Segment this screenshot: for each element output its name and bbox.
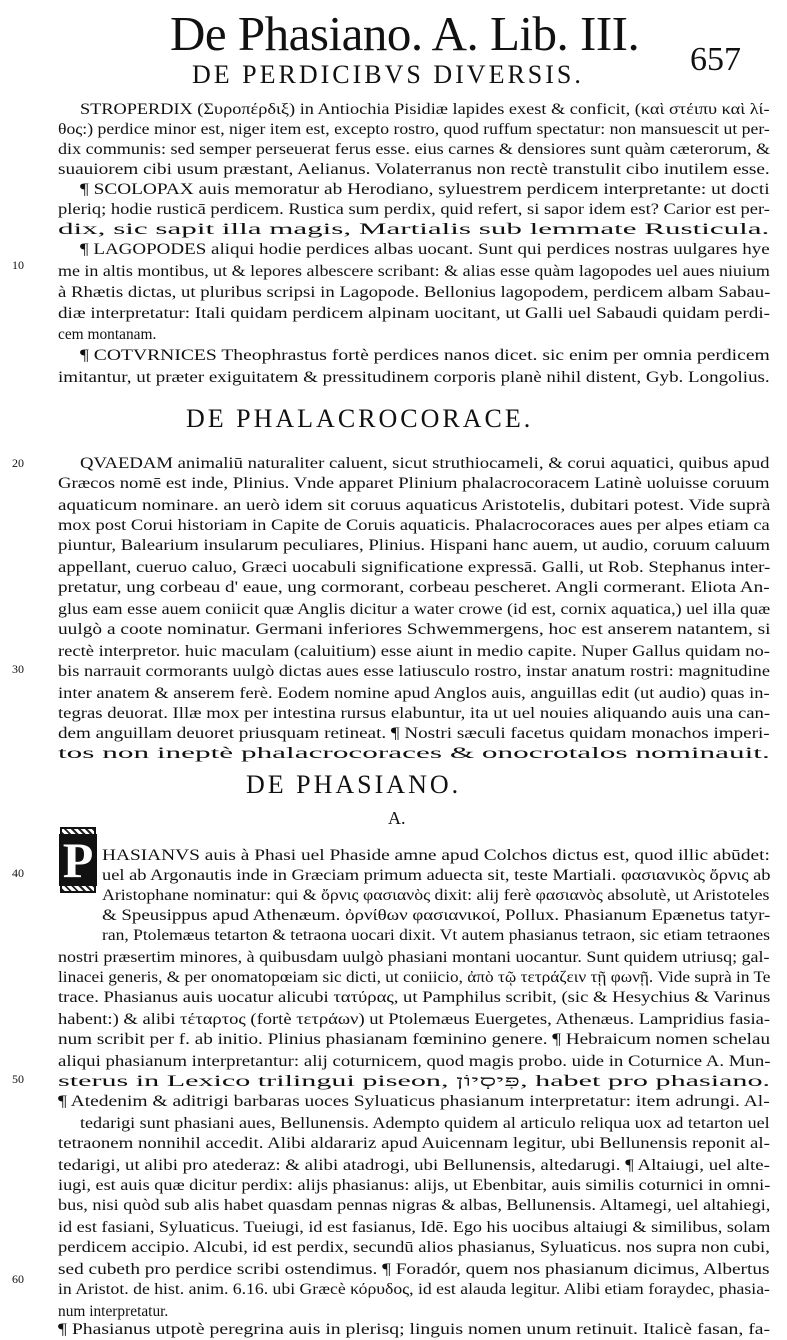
text-line: num interpretatur. xyxy=(58,1303,169,1320)
text-line: mox post Corui historiam in Capite de Coruis aquaticis. Phalacrocoraces aues per alpes etiam ca xyxy=(58,517,770,534)
text-line: Græcos nomē est inde, Plinius. Vnde apparet Plinium phalacrocoracem Latinè uoluisse coruum xyxy=(58,475,770,492)
text-line: ¶ Phasianus utpotè peregrina auis in plerisq; linguis nomen unum retinuit. Italicè fasan, fa- xyxy=(58,1321,771,1338)
drop-cap-letter: P xyxy=(59,834,98,886)
margin-number: 50 xyxy=(12,1072,24,1086)
text-line: tedarigi, ut alibi pro atederaz: & alibi atadrogi, ubi Bellunensis, altedarugi. ¶ Altaiugi, uel alte- xyxy=(58,1157,770,1174)
page-number: 657 xyxy=(690,41,741,78)
text-line: inter anatem & anserem ferè. Eodem nomine apud Anglos auis, anguillas edit (ut audio) quas in- xyxy=(58,685,770,702)
subheading-a: A. xyxy=(388,808,406,828)
text-line: dix communis: sed semper perseuerat ferus esse. eius carnes & densiores sunt quàm cæterorum, & xyxy=(58,141,771,158)
drop-cap-p xyxy=(60,827,96,893)
text-line: in Aristot. de hist. anim. 6.16. ubi Græcè κόρυδος, id est alauda legitur. Alibi etiam foraydec, phasia- xyxy=(58,1281,770,1298)
text-line: tegras deuorat. Illæ mox per intestina rursus elabuntur, ita ut uel nouies aliquando auis una can- xyxy=(58,705,771,722)
text-line: num scribit per f. ab initio. Plinius phasianam fœminino genere. ¶ Hebraicum nomen schelau xyxy=(58,1031,771,1048)
text-line: me in altis montibus, ut & lepores albescere scribant: & alias esse quàm lagopodes uel aues niuium xyxy=(58,263,770,280)
text-line: aquaticum nominare. an uerò idem sit coruus aquaticus Aristotelis, dubitari potest. Vide suprà xyxy=(58,497,771,514)
text-line: diæ interpretatur: Itali quidam perdicem alpinam uocitant, ut Galli uel Sabaudi quidam perdi- xyxy=(58,305,770,322)
text-line: cem montanam. xyxy=(58,326,157,343)
text-line: Aristophane nominatur: qui & ὄρνις φασιανὸς dixit: alij ferè φασιανὸς absolutè, ut Aristoteles xyxy=(102,887,770,904)
text-line: habent:) & alibi τέταρτος (fortè τετράων) ut Ptolemæus Euergetes, Athenæus. Lampridius fasia- xyxy=(58,1011,771,1028)
text-line: STROPERDIX (Συροπέρδιξ) in Antiochia Pisidiæ lapides exest & conficit, (καὶ στέιπυ καὶ λί- xyxy=(80,101,770,118)
heading-perdices: DE PERDICIBVS DIVERSIS. xyxy=(192,60,584,89)
text-line: uel ab Argonautis inde in Græciam primum aduecta sit, teste Martiali. φασιανικὸς ὄρνις ab xyxy=(102,867,771,884)
text-line: ¶ LAGOPODES aliqui hodie perdices albas uocant. Sunt qui perdices nostras uulgares hye xyxy=(80,241,770,258)
text-line: nostri præsertim minores, à quibusdam uulgò phasiani montani uocantur. Sunt quidem utriusq; gal- xyxy=(58,949,770,966)
text-line: à Rhætis dictas, ut pluribus scripsi in Lagopode. Bellonius lagopodem, perdicem albam Sabau- xyxy=(58,284,771,301)
text-line: tedarigi sunt phasiani aues, Bellunensis. Adempto quidem al articulo reliqua uox ad tetarton uel xyxy=(80,1115,770,1132)
text-line: appellant, cueruo caluo, Græci uocabuli significatione expressā. Galli, ut Rob. Stephanus inter- xyxy=(58,559,771,576)
text-line: ¶ COTVRNICES Theophrastus fortè perdices nanos dicet. sic enim per omnia perdicem xyxy=(80,347,770,364)
text-line: uulgò a coote nominatur. Germani inferiores Schwemmergens, hoc est anserem natantem, si xyxy=(58,621,771,638)
text-line: rectè interpretor. huic maculam (caluitium) esse aiunt in medio capite. Nuper Gallus quidam no- xyxy=(58,643,770,660)
text-line: dem anguillam deuoret priusquam retineat. ¶ Nostri sæculi facetus quidam monachos imperi- xyxy=(58,725,770,742)
text-line: θος:) perdice minor est, niger item est, excepto rostro, quod ruffum spectatur: non mansuescit ut per- xyxy=(58,121,770,138)
running-head: De Phasiano. A. Lib. III. xyxy=(170,6,640,61)
text-line: ran, Ptolemæus tetarton & tetraona uocari dixit. Vt autem phasianus tetraon, sic etiam tetraones xyxy=(102,927,770,944)
text-line: dix, sic sapit illa magis, Martialis sub lemmate Rusticula. xyxy=(58,221,770,238)
text-line: ¶ Atedenim & aditrigi barbaras uoces Syluaticus phasianum interpretatur: item adrungi. Al- xyxy=(58,1093,770,1110)
text-line: piuntur, Balearium insularum peculiares, Plinius. Hispani hanc auem, ut audio, coruum caluum xyxy=(58,537,770,554)
text-line: bis narrauit cormorants uulgò dictas aues esse latiusculo rostro, instar anatum rostri: magnitudine xyxy=(58,663,770,680)
text-line: HASIANVS auis à Phasi uel Phaside amne apud Colchos dictus est, quod illic abūdet: xyxy=(102,847,770,864)
text-line: tetraonem nonnihil accedit. Alibi aldarariz apud Auicennam legitur, ubi Bellunensis reponit al- xyxy=(58,1135,770,1152)
text-line: trace. Phasianus auis uocatur alicubi τατύρας, ut Pamphilus scribit, (sic & Hesychius & Varinus xyxy=(58,989,771,1006)
text-line: pleriq; hodie rusticā perdicem. Rustica sum perdix, quid refert, si sapor idem est? Carior est per- xyxy=(58,201,770,218)
text-line: bus, nisi quòd sub alis habet quasdam pennas nigras & albas, Bellunensis. Altamegi, uel altahiegi, xyxy=(58,1197,771,1214)
text-line: glus eam esse auem coniicit quæ Anglis dicitur a water crowe (id est, cornix aquatica,) uel illa quæ xyxy=(58,601,771,618)
text-line: & Speusippus apud Athenæum. ὀρνίθων φασιανικοί, Pollux. Phasianum Epænetus tatyr- xyxy=(102,907,771,924)
text-line: sterus in Lexico trilingui piseon, פִּיסְיוֹן, habet pro phasiano. xyxy=(58,1073,771,1090)
margin-number: 20 xyxy=(12,456,24,470)
margin-number: 30 xyxy=(12,662,24,676)
heading-phasianus: DE PHASIANO. xyxy=(246,770,462,799)
text-line: id est fasiani, Syluaticus. Tueiugi, id est fasianus, Idē. Ego his uocibus altaiugi & similibus, solam xyxy=(58,1219,771,1236)
text-line: aliqui phasianum interpretantur: alij coturnicem, quod magis probo. uide in Coturnice A. Mun- xyxy=(58,1053,771,1070)
text-line: linacei generis, & per onomatopœiam sic dicti, ut coniicio, ἀπὸ τῷ τετράζειν τῇ φωνῇ. Vide suprà in Te xyxy=(58,969,771,986)
margin-number: 10 xyxy=(12,258,24,272)
text-line: tos non ineptè phalacrocoraces & onocrotalos nominauit. xyxy=(58,745,770,762)
text-line: suauiorem cibi usum præstant, Aelianus. Volaterranus non rectè transtulit cibo inutilem esse. xyxy=(58,161,770,178)
text-line: QVAEDAM animaliū naturaliter caluent, sicut struthiocameli, & corui aquatici, quibus apud xyxy=(80,455,770,472)
text-line: sed cubeth pro perdice scribi ostendimus. ¶ Foradór, quem nos phasianum dicimus, Albertus xyxy=(58,1261,770,1278)
text-line: ¶ SCOLOPAX auis memoratur ab Herodiano, syluestrem perdicem interpretante: ut docti xyxy=(80,181,770,198)
text-line: iugi, est auis quæ dicitur perdix: alijs phasianus: alijs, ut Ebenbitar, auis similis coturnici in omni- xyxy=(58,1177,771,1194)
margin-number: 60 xyxy=(12,1272,24,1286)
heading-phalacrocorax: DE PHALACROCORACE. xyxy=(186,404,534,433)
text-line: imitantur, ut præter exiguitatem & pressitudinem corporis planè nihil distent, Gyb. Longolius. xyxy=(58,369,770,386)
margin-number: 40 xyxy=(12,866,24,880)
text-line: pretatur, ung corbeau d' eaue, ung cormorant, corbeau pescheret. Angli cormerant. Eliota An- xyxy=(58,579,770,596)
text-line: perdicem accipio. Alcubi, id est perdix, secundū alios phasianus, Syluaticus. nos supra non cubi, xyxy=(58,1239,770,1256)
